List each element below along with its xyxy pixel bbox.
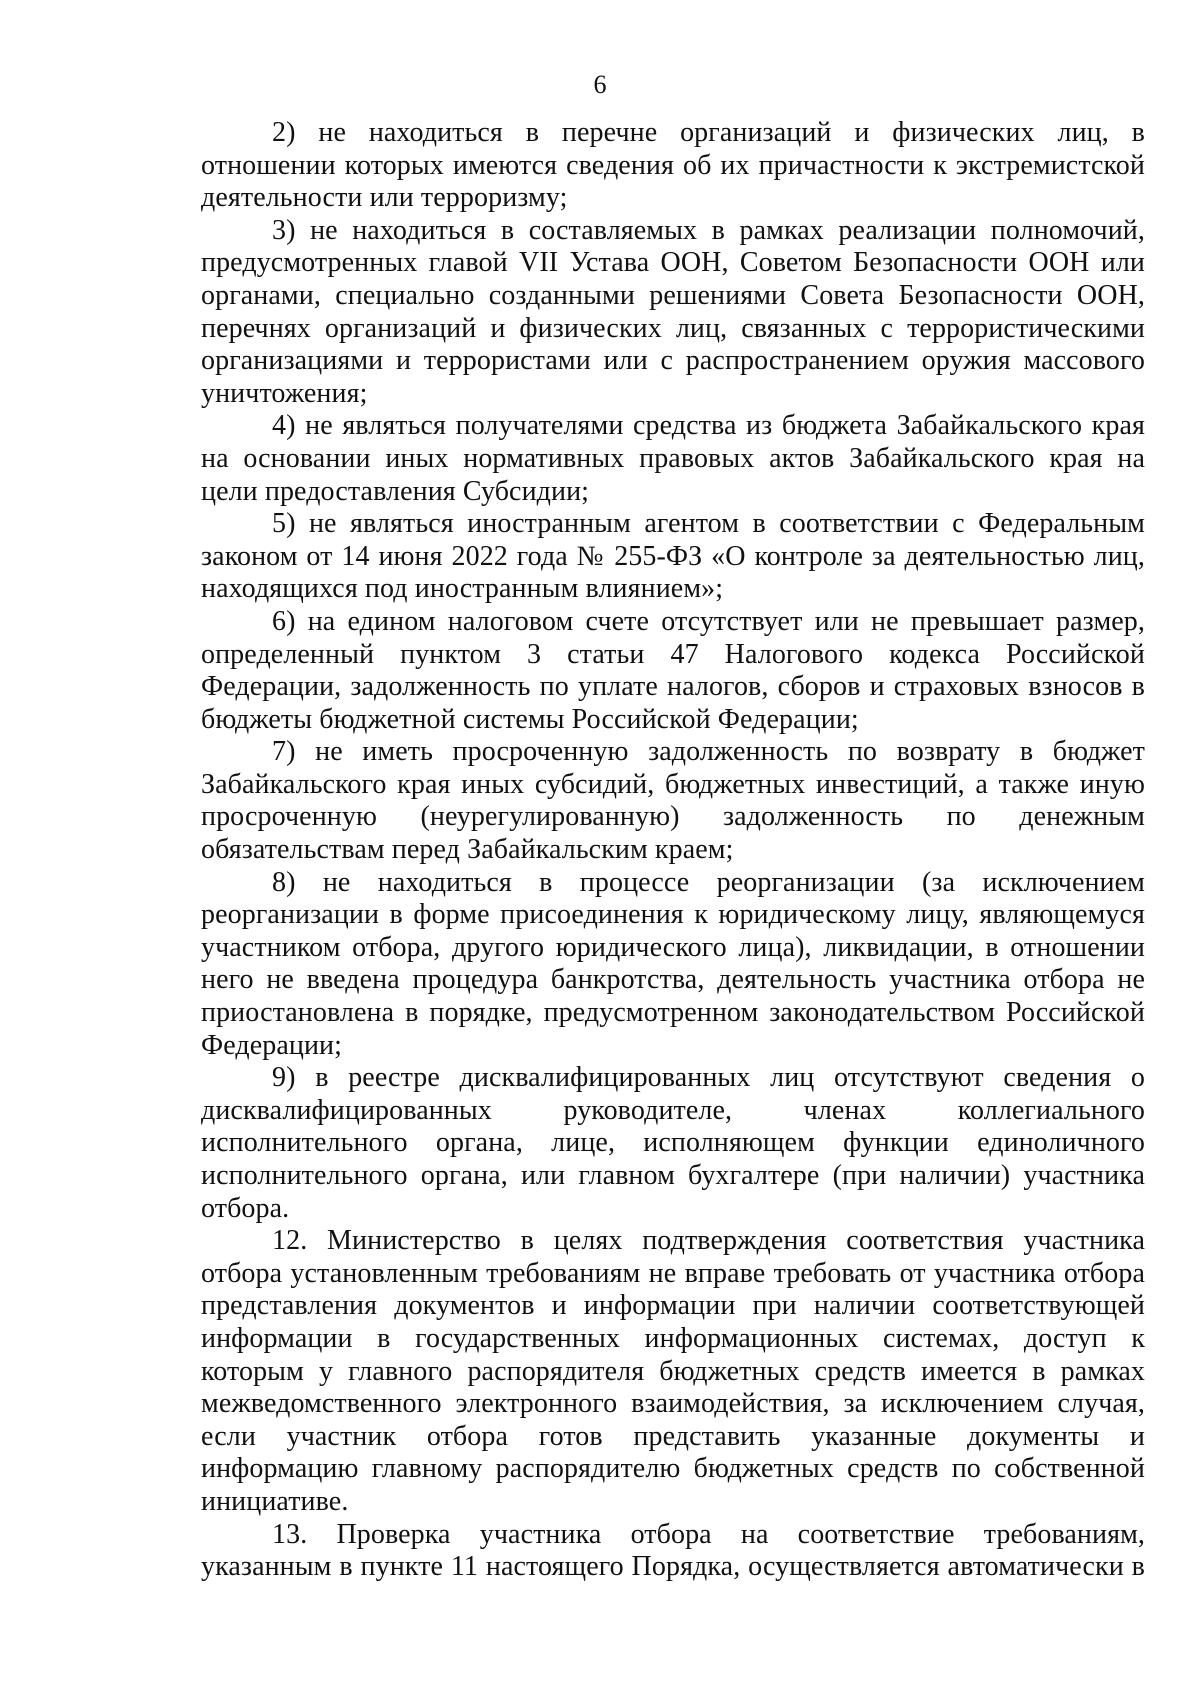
text-line: 3) не находиться в составляемых в рамках реализации полномочий,: [272, 214, 1145, 246]
text-line: бюджеты бюджетной системы Российской Федерации;: [201, 703, 859, 735]
text-line: информацию главному распорядителю бюджетных средств по собственной: [201, 1453, 1145, 1485]
text-line: приостановлена в порядке, предусмотренном законодательством Российской: [201, 997, 1145, 1029]
paragraph: [201, 867, 1145, 1063]
text-line: представления документов и информации при наличии соответствующей: [201, 1290, 1145, 1322]
text-line: межведомственного электронного взаимодействия, за исключением случая,: [201, 1388, 1145, 1420]
text-line: перечнях организаций и физических лиц, связанных с террористическими: [201, 312, 1145, 344]
text-line: информации в государственных информационных системах, доступ к: [201, 1322, 1145, 1354]
text-line: определенный пунктом 3 статьи 47 Налогового кодекса Российской: [201, 638, 1145, 670]
text-line: отношении которых имеются сведения об их причастности к экстремистской: [201, 149, 1145, 181]
text-line: деятельности или терроризму;: [201, 182, 568, 214]
paragraph: [201, 410, 1145, 508]
text-line: которым у главного распорядителя бюджетных средств имеется в рамках: [201, 1355, 1145, 1387]
text-line: 8) не находиться в процессе реорганизации (за исключением: [272, 866, 1145, 898]
text-line: обязательствам перед Забайкальским краем;: [201, 834, 734, 866]
text-line: указанным в пункте 11 настоящего Порядка, осуществляется автоматически в: [201, 1551, 1145, 1583]
paragraph: [201, 508, 1145, 606]
text-line: отбора установленным требованиям не вправе требовать от участника отбора: [201, 1257, 1145, 1289]
text-line: Забайкальского края иных субсидий, бюджетных инвестиций, а также иную: [201, 768, 1145, 800]
text-line: 2) не находиться в перечне организаций и физических лиц, в: [272, 117, 1145, 148]
paragraph: [201, 117, 1145, 215]
paragraph: [201, 606, 1145, 736]
text-line: органами, специально созданными решениями Совета Безопасности ООН,: [201, 279, 1145, 311]
text-line: отбора.: [201, 1192, 290, 1224]
text-line: него не введена процедура банкротства, деятельность участника отбора не: [201, 964, 1145, 996]
paragraph: [201, 215, 1145, 411]
text-line: Федерации, задолженность по уплате налогов, сборов и страховых взносов в: [201, 671, 1145, 703]
text-line: реорганизации в форме присоединения к юридическому лицу, являющемуся: [201, 899, 1145, 931]
paragraph: [201, 1519, 1145, 1584]
text-line: предусмотренных главой VII Устава ООН, Советом Безопасности ООН или: [201, 247, 1145, 279]
text-line: находящихся под иностранным влиянием»;: [201, 573, 724, 605]
paragraph: [201, 1062, 1145, 1225]
text-line: 5) не являться иностранным агентом в соответствии с Федеральным: [272, 508, 1145, 540]
text-line: 9) в реестре дисквалифицированных лиц отсутствуют сведения о: [272, 1062, 1145, 1094]
text-line: дисквалифицированных руководителе, членах коллегиального: [201, 1094, 1145, 1126]
text-line: на основании иных нормативных правовых актов Забайкальского края на: [201, 442, 1145, 474]
text-line: 12. Министерство в целях подтверждения соответствия участника: [272, 1225, 1145, 1257]
text-line: просроченную (неурегулированную) задолженность по денежным: [201, 801, 1145, 833]
text-line: исполнительного органа, лице, исполняющем функции единоличного: [201, 1127, 1145, 1159]
text-line: Федерации;: [201, 1029, 343, 1061]
paragraph: [201, 1225, 1145, 1518]
text-line: исполнительного органа, или главном бухгалтере (при наличии) участника: [201, 1160, 1145, 1191]
text-line: 13. Проверка участника отбора на соответствие требованиям,: [272, 1518, 1145, 1550]
document-body: [201, 117, 1145, 1584]
text-line: организациями и террористами или с распространением оружия массового: [201, 345, 1145, 377]
text-line: инициативе.: [201, 1485, 349, 1517]
paragraph: [201, 736, 1145, 866]
text-line: 7) не иметь просроченную задолженность по возврату в бюджет: [272, 736, 1145, 768]
text-line: 6) на едином налоговом счете отсутствует или не превышает размер,: [272, 605, 1145, 637]
text-line: 4) не являться получателями средства из бюджета Забайкальского края: [272, 410, 1145, 442]
text-line: цели предоставления Субсидии;: [201, 475, 590, 507]
text-line: участником отбора, другого юридического лица), ликвидации, в отношении: [201, 931, 1145, 963]
page-number: 6: [593, 70, 607, 99]
text-line: законом от 14 июня 2022 года № 255-ФЗ «О контроле за деятельностью лиц,: [201, 540, 1145, 572]
text-line: уничтожения;: [201, 377, 368, 409]
text-line: если участник отбора готов представить указанные документы и: [201, 1420, 1145, 1452]
